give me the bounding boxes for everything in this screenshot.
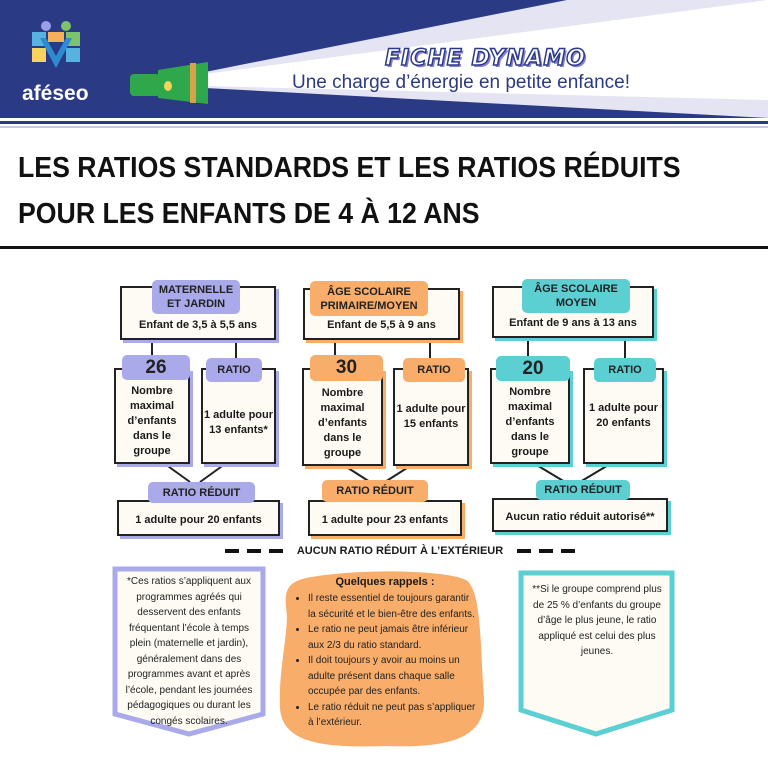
age-range: Enfant de 5,5 à 9 ans xyxy=(327,319,436,331)
ratio-box: 1 adulte pour 20 enfants xyxy=(583,368,664,464)
reduced-ratio-tag: RATIO RÉDUIT xyxy=(148,482,255,503)
reduced-ratio-box: 1 adulte pour 23 enfants xyxy=(308,500,462,536)
max-children-value: 30 xyxy=(310,355,383,381)
flashlight-icon xyxy=(128,60,214,106)
reduced-ratio-tag: RATIO RÉDUIT xyxy=(536,480,630,500)
divider xyxy=(0,126,768,128)
page-title-line1: LES RATIOS STANDARDS ET LES RATIOS RÉDUITS xyxy=(18,152,681,184)
ratio-box: 1 adulte pour 15 enfants xyxy=(393,368,469,466)
header-banner xyxy=(0,0,768,118)
brand-name: aféseo xyxy=(22,82,89,105)
flashlight-beam xyxy=(0,0,768,118)
group-tag: MATERNELLE ET JARDIN xyxy=(152,280,240,314)
ratio-tag: RATIO xyxy=(594,358,656,382)
max-children-box: Nombre maximal d’enfants dans le groupe xyxy=(302,368,383,466)
series-title: FICHE DYNAMO xyxy=(385,46,586,71)
reminder-item: • Il reste essentiel de toujours garantir la sécurité et le bien-être des enfants. xyxy=(308,591,478,622)
note-right: **Si le groupe comprend plus de 25 % d’enfants du groupe d’âge le plus jeune, le ratio appliqué est celui des plus jeunes. xyxy=(532,584,662,657)
afeseo-logo-icon xyxy=(30,18,82,76)
ratio-tag: RATIO xyxy=(206,358,262,382)
max-children-value: 20 xyxy=(496,356,570,381)
group-tag: ÂGE SCOLAIRE MOYEN xyxy=(522,279,630,313)
reduced-ratio-box: Aucun ratio réduit autorisé** xyxy=(492,498,668,532)
page-title-line2: POUR LES ENFANTS DE 4 À 12 ANS xyxy=(18,198,480,230)
note-left: *Ces ratios s’appliquent aux programmes agréés qui desservent des enfants fréquentant l’école à temps plein (maternelle et jardin), généralement dans des programmes avant et après l’école, pendant les journées pédagogiques ou durant les congés scolaires. xyxy=(125,576,253,727)
reminders xyxy=(292,576,478,731)
ratio-box: 1 adulte pour 13 enfants* xyxy=(201,368,276,464)
reduced-ratio-tag: RATIO RÉDUIT xyxy=(322,480,428,502)
tagline: Une charge d’énergie en petite enfance! xyxy=(292,72,631,93)
ratio-tag: RATIO xyxy=(403,358,465,382)
max-children-value: 26 xyxy=(122,355,190,380)
age-range: Enfant de 3,5 à 5,5 ans xyxy=(139,319,257,331)
outdoor-notice xyxy=(200,545,600,557)
max-children-box: Nombre maximal d’enfants dans le groupe xyxy=(490,368,570,464)
divider xyxy=(0,246,768,249)
divider xyxy=(0,121,768,124)
group-tag: ÂGE SCOLAIRE PRIMAIRE/MOYEN xyxy=(310,281,428,316)
reminder-item: • Il doit toujours y avoir au moins un adulte présent dans chaque salle occupée par des enfants. xyxy=(308,653,478,700)
reduced-ratio-box: 1 adulte pour 20 enfants xyxy=(117,500,280,536)
outdoor-notice-text: AUCUN RATIO RÉDUIT À L’EXTÉRIEUR xyxy=(296,545,504,557)
reminders-title: Quelques rappels : xyxy=(335,576,435,588)
max-children-box: Nombre maximal d’enfants dans le groupe xyxy=(114,368,190,464)
reminder-item: • Le ratio ne peut jamais être inférieur aux 2/3 du ratio standard. xyxy=(308,622,478,653)
reminder-item: • Le ratio réduit ne peut pas s’appliquer à l’extérieur. xyxy=(308,700,478,731)
age-range: Enfant de 9 ans à 13 ans xyxy=(509,317,637,329)
